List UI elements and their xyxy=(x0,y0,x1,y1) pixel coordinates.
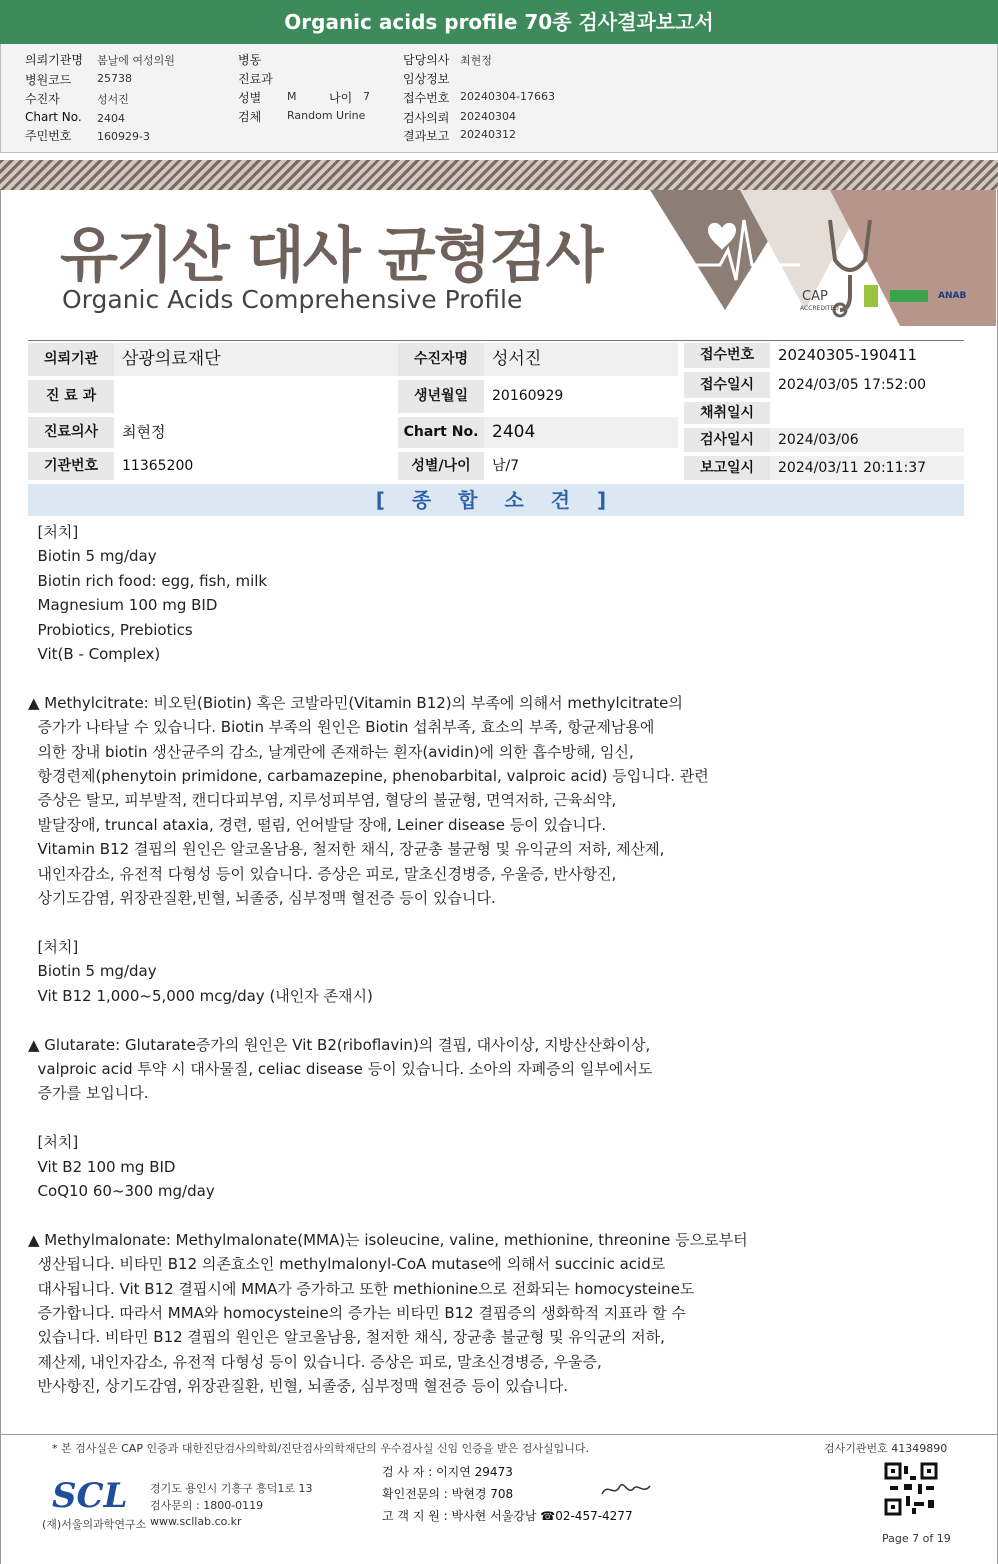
summary-line: Vit B2 100 mg BID xyxy=(28,1157,176,1176)
report-title-korean: 유기산 대사 균형검사 xyxy=(60,221,602,291)
test-date-label: 검사일시 xyxy=(684,428,770,452)
receipt-date-value: 2024/03/05 17:52:00 xyxy=(778,377,927,393)
institution-value: 삼광의료재단 xyxy=(114,343,398,376)
sexage-label: 성별/나이 xyxy=(398,452,484,480)
footer-inst-no: 검사기관번호 41349890 xyxy=(824,1442,948,1455)
summary-line xyxy=(28,1106,798,1130)
footer-org: (재)서울의과학연구소 xyxy=(42,1518,147,1531)
summary-line: 증가가 나타날 수 있습니다. Biotin 부족의 원인은 Biotin 섭취부족, 효소의 부족, 항균제남용에 xyxy=(28,718,655,737)
signature-image xyxy=(598,1478,654,1502)
footer-tester: 검 사 자 : 이지연 29473 xyxy=(382,1465,513,1479)
patient-label: 수진자 xyxy=(25,92,60,106)
summary-line: 내인자감소, 유전적 다형성 등이 있습니다. 증상은 피로, 말초신경병증, 우울증, 반사항진, xyxy=(28,864,617,883)
banner-triangle-right xyxy=(830,190,996,326)
report-date-label: 보고일시 xyxy=(684,456,770,480)
dept-label: 진료과 xyxy=(238,72,273,86)
resident-no-label: 주민번호 xyxy=(25,129,72,143)
finding-line: ▲ Methylcitrate: 비오틴(Biotin) 혹은 코발라민(Vitamin B12)의 부족에 의해서 methylcitrate의 xyxy=(28,693,683,712)
patient-value: 성서진 xyxy=(97,93,129,106)
footer-divider xyxy=(0,1434,998,1435)
finding-line: ▲ Glutarate: Glutarate증가의 원인은 Vit B2(riboflavin)의 결핍, 대사이상, 지방산산화이상, xyxy=(28,1035,651,1054)
sex-label: 성별 xyxy=(238,91,262,105)
cap-logo: CAP xyxy=(802,289,828,304)
summary-body xyxy=(28,520,798,1399)
summary-line: 의한 장내 biotin 생산균주의 감소, 날계란에 존재하는 흰자(avidin)에 의한 흡수방해, 임신, xyxy=(28,742,634,761)
dept-label: 진 료 과 xyxy=(28,380,114,413)
footer-support: 고 객 지 원 : 박사현 서울강남 ☎02-457-4277 xyxy=(382,1509,633,1523)
summary-line: Biotin 5 mg/day xyxy=(28,962,157,981)
chart-value: 2404 xyxy=(97,112,125,125)
inst-no-value: 11365200 xyxy=(122,458,194,474)
summary-heading: [ 종 합 소 견 ] xyxy=(28,484,964,516)
receipt-no-value: 20240304-17663 xyxy=(460,90,555,103)
report-date-value: 20240312 xyxy=(460,128,516,141)
report-date-label: 결과보고 xyxy=(403,129,450,143)
summary-line: Vitamin B12 결핍의 원인은 알코올남용, 철저한 채식, 장균총 불균형 및 유익균의 저하, 제산제, xyxy=(28,840,665,859)
receipt-no-label: 접수번호 xyxy=(684,343,770,368)
summary-line: 반사항진, 상기도감염, 위장관질환, 빈혈, 뇌졸중, 심부정맥 혈전증 등이 있습니다. xyxy=(28,1377,568,1396)
page-number: Page 7 of 19 xyxy=(882,1532,951,1545)
doctor-label: 담당의사 xyxy=(403,53,450,67)
specimen-value: Random Urine xyxy=(287,109,366,122)
test-date-value: 2024/03/06 xyxy=(770,428,964,452)
footer-address: 경기도 용인시 기흥구 흥덕1로 13 xyxy=(150,1482,313,1495)
summary-line: Vit B12 1,000~5,000 mcg/day (내인자 존재시) xyxy=(28,986,373,1005)
summary-line: 있습니다. 비타민 B12 결핍의 원인은 알코올남용, 철저한 채식, 장균총 불균형 및 유익균의 저하, xyxy=(28,1328,665,1347)
dept-value xyxy=(114,380,398,413)
summary-line: 상기도감염, 위장관질환,빈혈, 뇌졸중, 심부정맥 혈전증 등이 있습니다. xyxy=(28,889,496,908)
banner-graphic xyxy=(650,160,996,326)
kola-logo-icon xyxy=(890,290,928,302)
summary-line xyxy=(28,1008,798,1032)
summary-line: [처치] xyxy=(28,937,79,956)
anab-logo: ANAB xyxy=(938,291,967,301)
institution-value: 봄날에 여성의원 xyxy=(97,54,175,67)
patient-label: 수진자명 xyxy=(398,343,484,376)
sexage-value: 남/7 xyxy=(492,458,520,474)
header-info-panel xyxy=(0,44,998,153)
summary-line: 증가합니다. 따라서 MMA와 homocysteine의 증가는 비타민 B12 결핍증의 생화학적 지표라 할 수 xyxy=(28,1304,686,1322)
ward-label: 병동 xyxy=(238,53,262,67)
summary-line xyxy=(28,911,798,935)
summary-line: Probiotics, Prebiotics xyxy=(28,620,193,639)
summary-line: 제산제, 내인자감소, 유전적 다형성 등이 있습니다. 증상은 피로, 말초신경병증, 우울증, xyxy=(28,1352,602,1371)
institution-label: 의뢰기관 xyxy=(28,343,114,376)
summary-line: [처치] xyxy=(28,523,79,541)
chart-value: 2404 xyxy=(484,417,678,448)
summary-line xyxy=(28,666,798,690)
report-title-english: Organic Acids Comprehensive Profile xyxy=(62,285,523,314)
summary-line: CoQ10 60~300 mg/day xyxy=(28,1181,215,1200)
summary-line: 발달장애, truncal ataxia, 경련, 떨림, 언어발달 장애, Leiner disease 등이 있습니다. xyxy=(28,815,607,834)
sex-value: M xyxy=(287,90,297,103)
chart-label: Chart No. xyxy=(398,417,484,448)
summary-line: 대사됩니다. Vit B12 결핍시에 MMA가 증가하고 또한 methionine으로 전화되는 homocysteine도 xyxy=(28,1279,695,1298)
patient-value: 성서진 xyxy=(484,343,678,376)
qr-code-icon xyxy=(884,1462,938,1516)
inst-no-label: 기관번호 xyxy=(28,452,114,480)
request-date-value: 20240304 xyxy=(460,110,516,123)
lm-logo-icon xyxy=(864,285,878,307)
specimen-label: 검체 xyxy=(238,110,262,124)
receipt-no-label: 접수번호 xyxy=(403,91,450,105)
collect-date-value xyxy=(770,402,964,424)
scl-logo: SCL xyxy=(52,1476,128,1516)
footer-web[interactable]: www.scllab.co.kr xyxy=(150,1515,242,1528)
summary-line: [처치] xyxy=(28,1133,79,1152)
summary-line: valproic acid 투약 시 대사물질, celiac disease 등이 있습니다. 소아의 자폐증의 일부에서도 xyxy=(28,1059,653,1078)
institution-label: 의뢰기관명 xyxy=(25,53,83,67)
hospital-code-label: 병원코드 xyxy=(25,73,72,87)
cap-logo-sub: ACCREDITED xyxy=(800,305,839,312)
footer-notice: * 본 검사실은 CAP 인증과 대한진단검사의학회/진단검사의학재단의 우수검사실 신임 인증을 받은 검사실입니다. xyxy=(52,1442,590,1455)
table-top-border xyxy=(28,340,964,341)
summary-line: Biotin 5 mg/day xyxy=(28,547,157,566)
request-date-label: 검사의뢰 xyxy=(403,111,450,125)
chart-label: Chart No. xyxy=(25,110,82,124)
birth-label: 생년월일 xyxy=(398,380,484,413)
summary-line: 항경련제(phenytoin primidone, carbamazepine, phenobarbital, valproic acid) 등입니다. 관련 xyxy=(28,767,709,786)
report-date-value: 2024/03/11 20:11:37 xyxy=(770,456,964,480)
finding-line: ▲ Methylmalonate: Methylmalonate(MMA)는 isoleucine, valine, methionine, threonine 등으로부터 xyxy=(28,1230,748,1249)
footer-inquiry: 검사문의 : 1800-0119 xyxy=(150,1499,264,1512)
summary-line: Vit(B - Complex) xyxy=(28,645,161,664)
hospital-code-value: 25738 xyxy=(97,72,132,85)
doctor-label: 진료의사 xyxy=(28,417,114,448)
summary-line xyxy=(28,1203,798,1227)
summary-line: 생산됩니다. 비타민 B12 의존효소인 methylmalonyl-CoA mutase에 의해서 succinic acid로 xyxy=(28,1255,666,1274)
receipt-no-value: 20240305-190411 xyxy=(778,346,918,364)
summary-line: Biotin rich food: egg, fish, milk xyxy=(28,571,268,590)
age-label: 나이 xyxy=(329,91,353,105)
summary-line: 증상은 탈모, 피부발적, 캔디다피부염, 지루성피부염, 혈당의 불균형, 면역저하, 근육쇠약, xyxy=(28,791,617,810)
age-value: 7 xyxy=(363,90,370,103)
doctor-value: 최현정 xyxy=(122,423,166,441)
summary-line: Magnesium 100 mg BID xyxy=(28,596,218,615)
resident-no-value: 160929-3 xyxy=(97,130,150,143)
receipt-date-label: 접수일시 xyxy=(684,372,770,398)
clinical-info-label: 임상정보 xyxy=(403,72,450,86)
summary-line: 증가를 보입니다. xyxy=(28,1084,149,1103)
footer-confirmer: 확인전문의 : 박현경 708 xyxy=(382,1487,514,1501)
report-header-title: Organic acids profile 70종 검사결과보고서 xyxy=(0,0,998,44)
collect-date-label: 채취일시 xyxy=(684,402,770,424)
birth-value: 20160929 xyxy=(492,388,564,404)
doctor-value: 최현정 xyxy=(460,54,492,67)
